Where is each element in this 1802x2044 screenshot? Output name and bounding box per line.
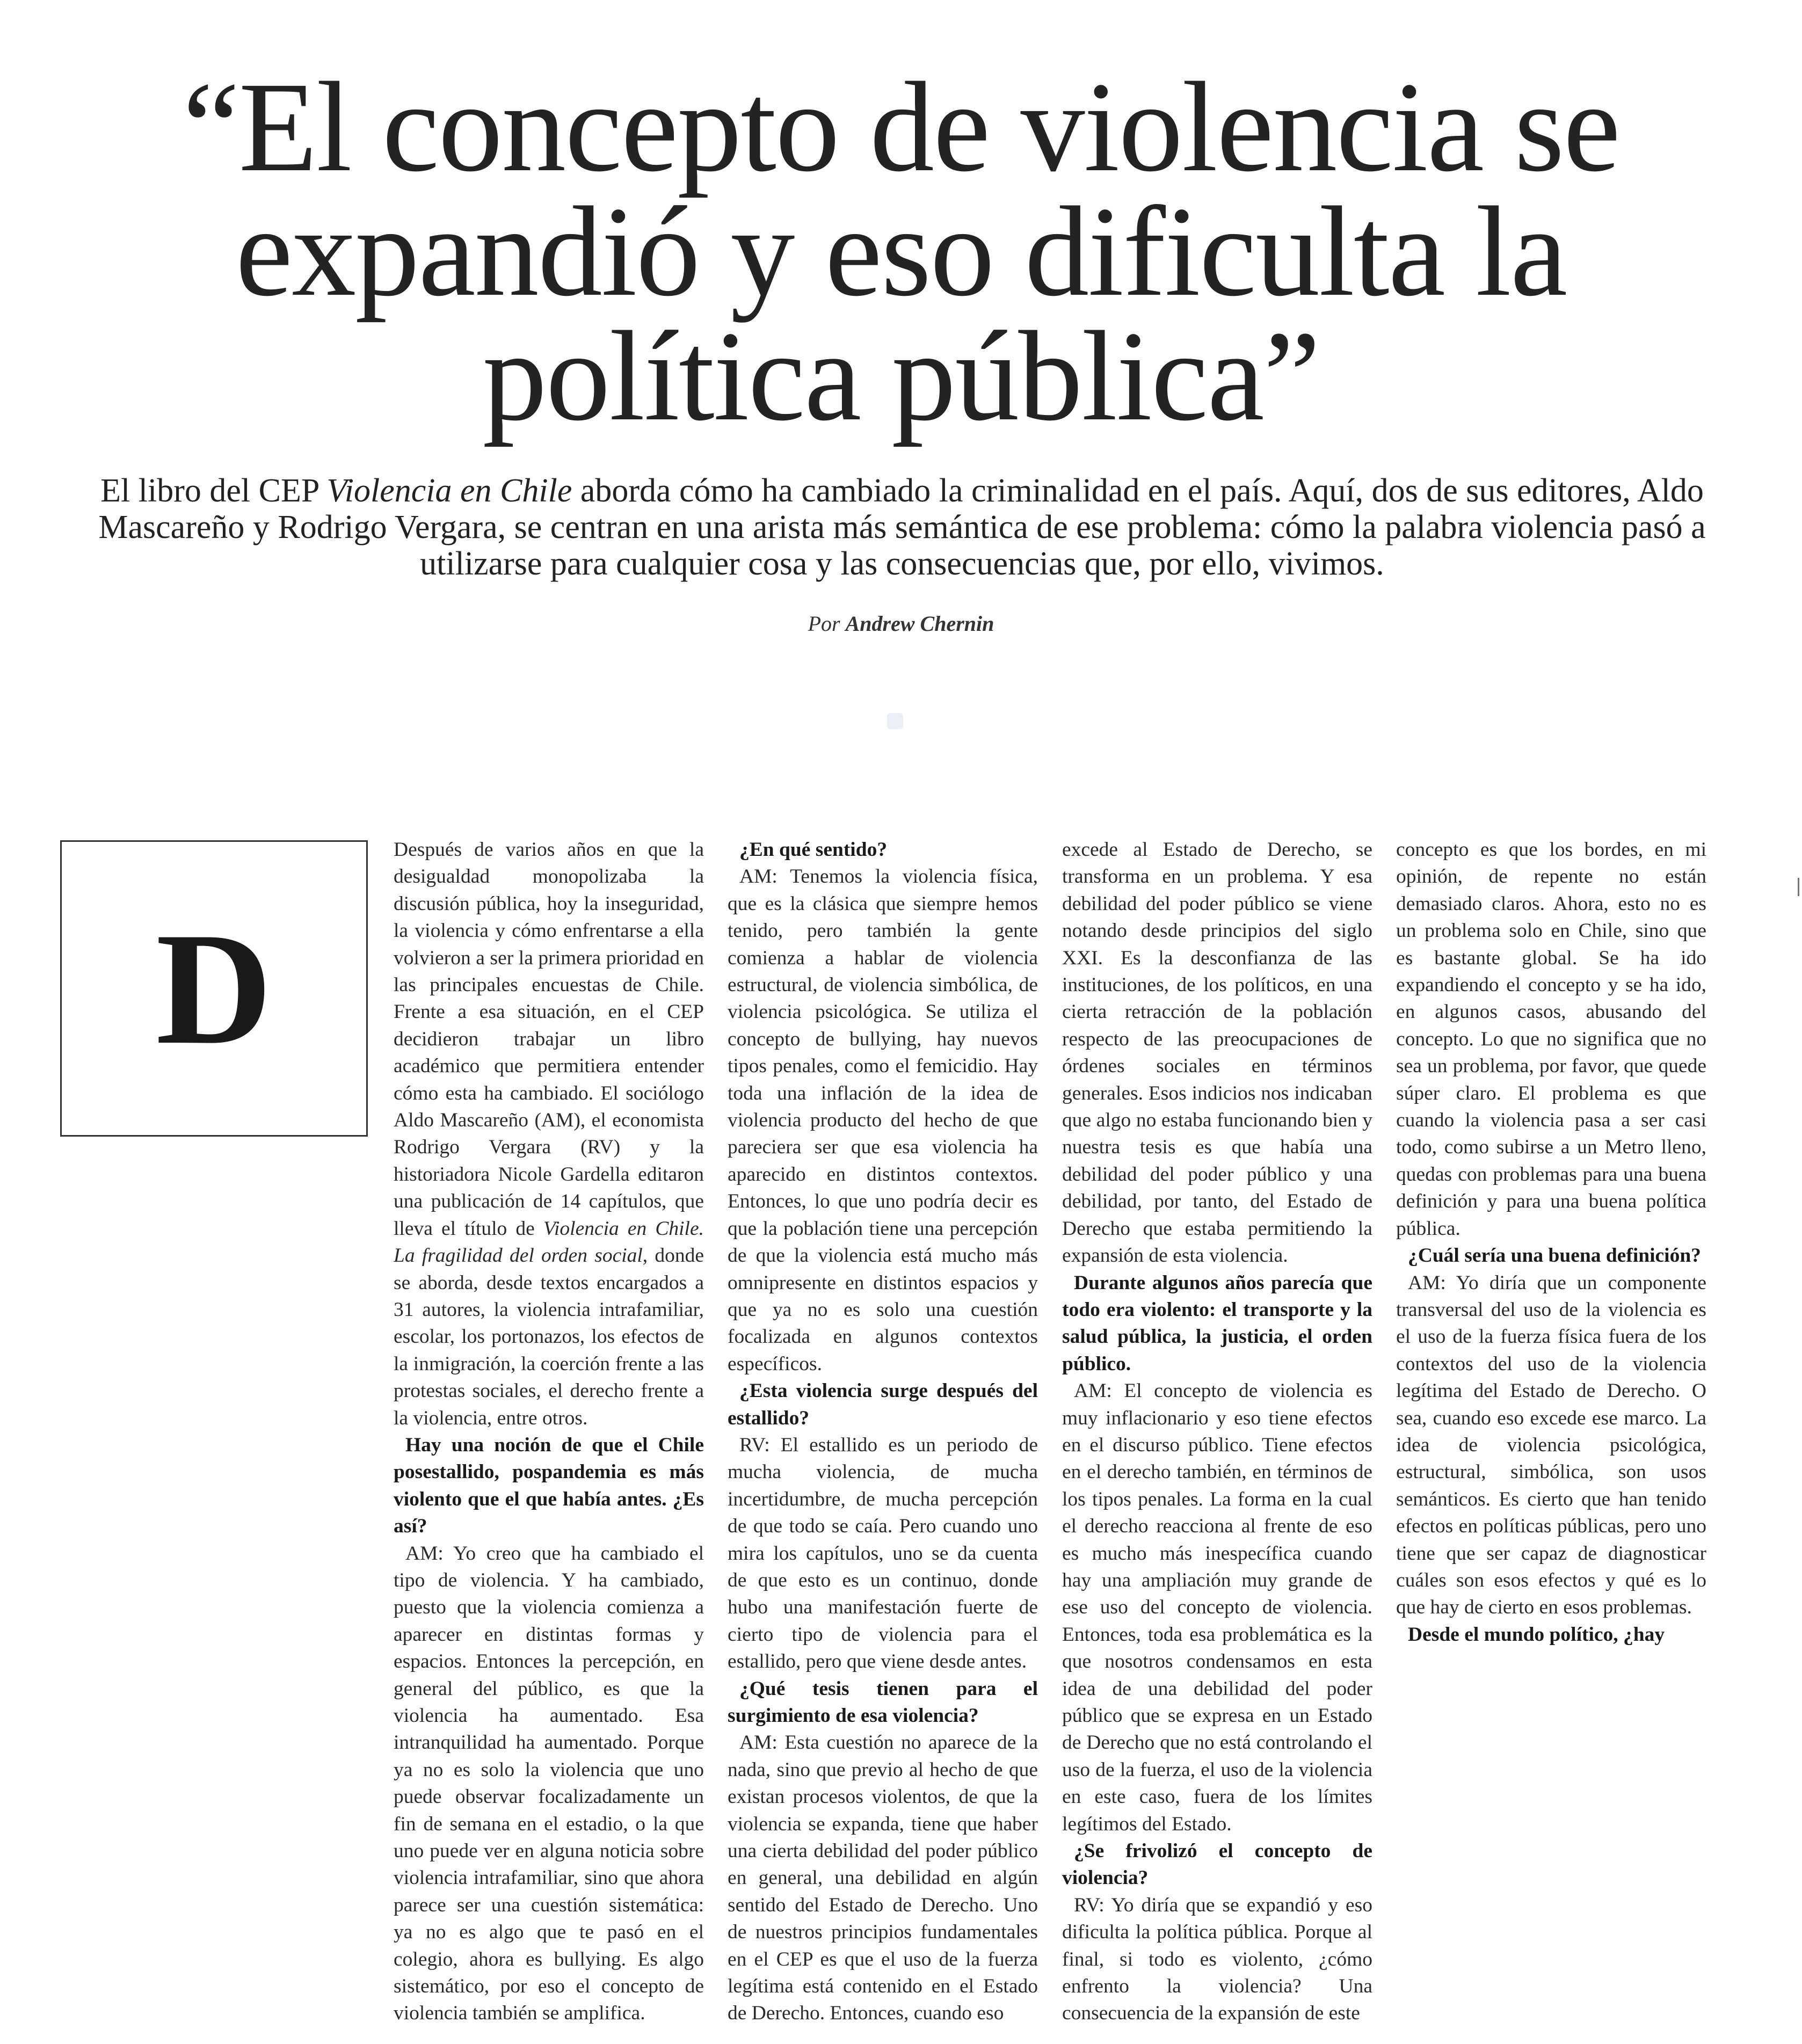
intro-book-title: Violencia en Chile. La fragilidad del orden social [394,1217,704,1267]
question: ¿Esta violencia surge después del estallido? [728,1380,1038,1429]
headline-line: política pública” [482,304,1320,447]
answer: RV: El estallido es un periodo de mucha violencia, de mucha incertidumbre, de mucha percepción de que todo se caía. Pero cuando uno mira los capítulos, uno se da cuenta de que esto es un continuo, donde hubo una manifestación fuerte de cierto tipo de violencia para el estallido, pero que viene desde antes. [728,1434,1038,1673]
answer: excede al Estado de Derecho, se transforma en un problema. Y esa debilidad del poder público se viene notando desde principios del siglo XXI. Es la desconfianza de las instituciones, de los políticos, en una cierta retracción de la población respecto de las preocupaciones de órdenes sociales en términos generales. Esos indicios nos indicaban que algo no estaba funcionando bien y nuestra tesis es que había una debilidad del poder público y una debilidad, por tanto, del Estado de Derecho que estaba permitiendo la expansión de esta violencia. [1062,839,1372,1267]
drop-cap-letter: D [156,899,272,1078]
answer: concepto es que los bordes, en mi opinión, de repente no están demasiado claros. Ahora, esto no es un problema solo en Chile, sino que es bastante global. Se ha ido expandiendo el concepto y se ha ido, en algunos casos, abusando del concepto. Lo que no significa que no sea un problema, por favor, que quede súper claro. El problema es que cuando la violencia pasa a ser casi todo, como subirse a un Metro lleno, quedas con problemas para una buena definición y para una buena política pública. [1396,839,1706,1240]
answer: RV: Yo diría que se expandió y eso dificulta la política pública. Porque al final, si todo es violento, ¿cómo enfrento la violencia? Una consecuencia de la expansión de este [1062,1894,1372,2025]
answer: AM: El concepto de violencia es muy inflacionario y eso tiene efectos en el discurso público. Tiene efectos en el derecho también, en términos de los tipos penales. La forma en la cual el derecho reacciona al frente de eso es mucho más inespecífica cuando hay una ampliación muy grande de ese uso del concepto de violencia. Entonces, toda esa problemática es la que nosotros condensamos en esta idea de una debilidad del poder público que se expresa en un Estado de Derecho que no está controlando el uso de la fuerza, el uso de la violencia en este caso, fuera de los límites legítimos del Estado. [1062,1380,1372,1835]
standfirst-text: El libro del CEP [100,472,327,509]
intro-text: Después de varios años en que la desigualdad monopolizaba la discusión pública, hoy la inseguridad, la violencia y cómo enfrentarse a ella volvieron a ser la primera prioridad en las principales encuestas de Chile. Frente a esa situación, en el CEP decidieron trabajar un libro académico que permitiera entender cómo esta ha cambiado. El sociólogo Aldo Mascareño (AM), el economista Rodrigo Vergara (RV) y la historiadora Nicole Gardella editaron una publicación de 14 capítulos, que lleva el título de [394,839,704,1240]
standfirst [59,472,1745,582]
byline [0,611,1802,636]
headline-line: “El concepto de violencia se [182,55,1620,198]
question: ¿Cuál sería una buena definición? [1408,1245,1701,1267]
question: Durante algunos años parecía que todo era violento: el transporte y la salud pública, la justicia, el orden público. [1062,1271,1372,1375]
intro-paragraph [394,836,704,1432]
answer: AM: Esta cuestión no aparece de la nada, sino que previo al hecho de que existan procesos violentos, de que la violencia se expanda, tiene que haber una cierta debilidad del poder público en general, una debilidad en algún sentido del Estado de Derecho. Uno de nuestros principios fundamentales en el CEP es que el uso de la fuerza legítima está contenido en el Estado de Derecho. Entonces, cuando eso [728,1732,1038,2025]
question: Hay una noción de que el Chile posestallido, pospandemia es más violento que el que había antes. ¿Es así? [394,1434,704,1538]
book-title: Violencia en Chile [326,472,572,509]
answer: AM: Yo creo que ha cambiado el tipo de violencia. Y ha cambiado, puesto que la violencia comienza a aparecer en distintas formas y espacios. Entonces la percepción, en general del público, es que la violencia ha aumentado. Esa intranquilidad ha aumentado. Porque ya no es solo la violencia que uno puede observar focalizadamente un fin de semana en el estadio, o la que uno puede ver en alguna noticia sobre violencia intrafamiliar, sino que ahora parece ser una cuestión sistemática: ya no es algo que te pasó en el colegio, ahora es bullying. Es algo sistemático, por eso el concepto de violencia también se amplifica. [394,1542,704,2025]
question: ¿Qué tesis tienen para el surgimiento de esa violencia? [728,1677,1038,1727]
question: ¿En qué sentido? [739,839,888,861]
question: ¿Se frivolizó el concepto de violencia? [1062,1840,1372,1889]
drop-cap-box [60,840,368,1137]
article-column-4 [1396,836,1706,2034]
answer: AM: Tenemos la violencia física, que es la clásica que siempre hemos tenido, pero también la gente comienza a hablar de violencia estructural, de violencia simbólica, de violencia psicológica. Se utiliza el concepto de bullying, hay nuevos tipos penales, como el femicidio. Hay toda una inflación de la idea de violencia producto del hecho de que pareciera ser que esa violencia ha aparecido en distintos contextos. Entonces, lo que uno podría decir es que la población tiene una percepción de que la violencia está mucho más omnipresente en distintos espacios y que ya no es solo una cuestión focalizada en algunos contextos específicos. [728,865,1038,1375]
byline-author: Andrew Chernin [845,612,994,636]
headline [0,55,1802,447]
answer: AM: Yo diría que un componente transversal del uso de la violencia es el uso de la fuerza física fuera de los contextos del uso de la violencia legítima del Estado de Derecho. O sea, cuando eso excede ese marco. La idea de violencia psicológica, estructural, simbólica, son usos semánticos. Es cierto que han tenido efectos en políticas públicas, pero uno tiene que ser capaz de diagnosticar cuáles son esos efectos y qué es lo que hay de cierto en esos problemas. [1396,1271,1706,1619]
article-column-1 [394,836,704,2034]
intro-text: , donde se aborda, desde textos encargados a 31 autores, la violencia intrafamiliar, escolar, los portonazos, los efectos de la inmigración, la coerción frente a las protestas sociales, el derecho frente a la violencia, entre otros. [394,1245,704,1429]
question: Desde el mundo político, ¿hay [1408,1623,1665,1646]
headline-line: expandió y eso dificulta la [235,180,1567,323]
article-column-2 [728,836,1038,2034]
page-edge-mark [1792,878,1799,896]
standfirst-text: aborda cómo ha cambiado la criminalidad en el país. Aquí, dos de sus editores, Aldo Mascareño y Rodrigo Vergara, se centran en una arista más semántica de ese problema: cómo la palabra violencia pasó a utilizarse para cualquier cosa y las consecuencias que, por ello, vivimos. [98,472,1706,582]
byline-prefix: Por [808,612,840,636]
page-marker-icon [887,713,903,729]
article-column-3 [1062,836,1372,2034]
